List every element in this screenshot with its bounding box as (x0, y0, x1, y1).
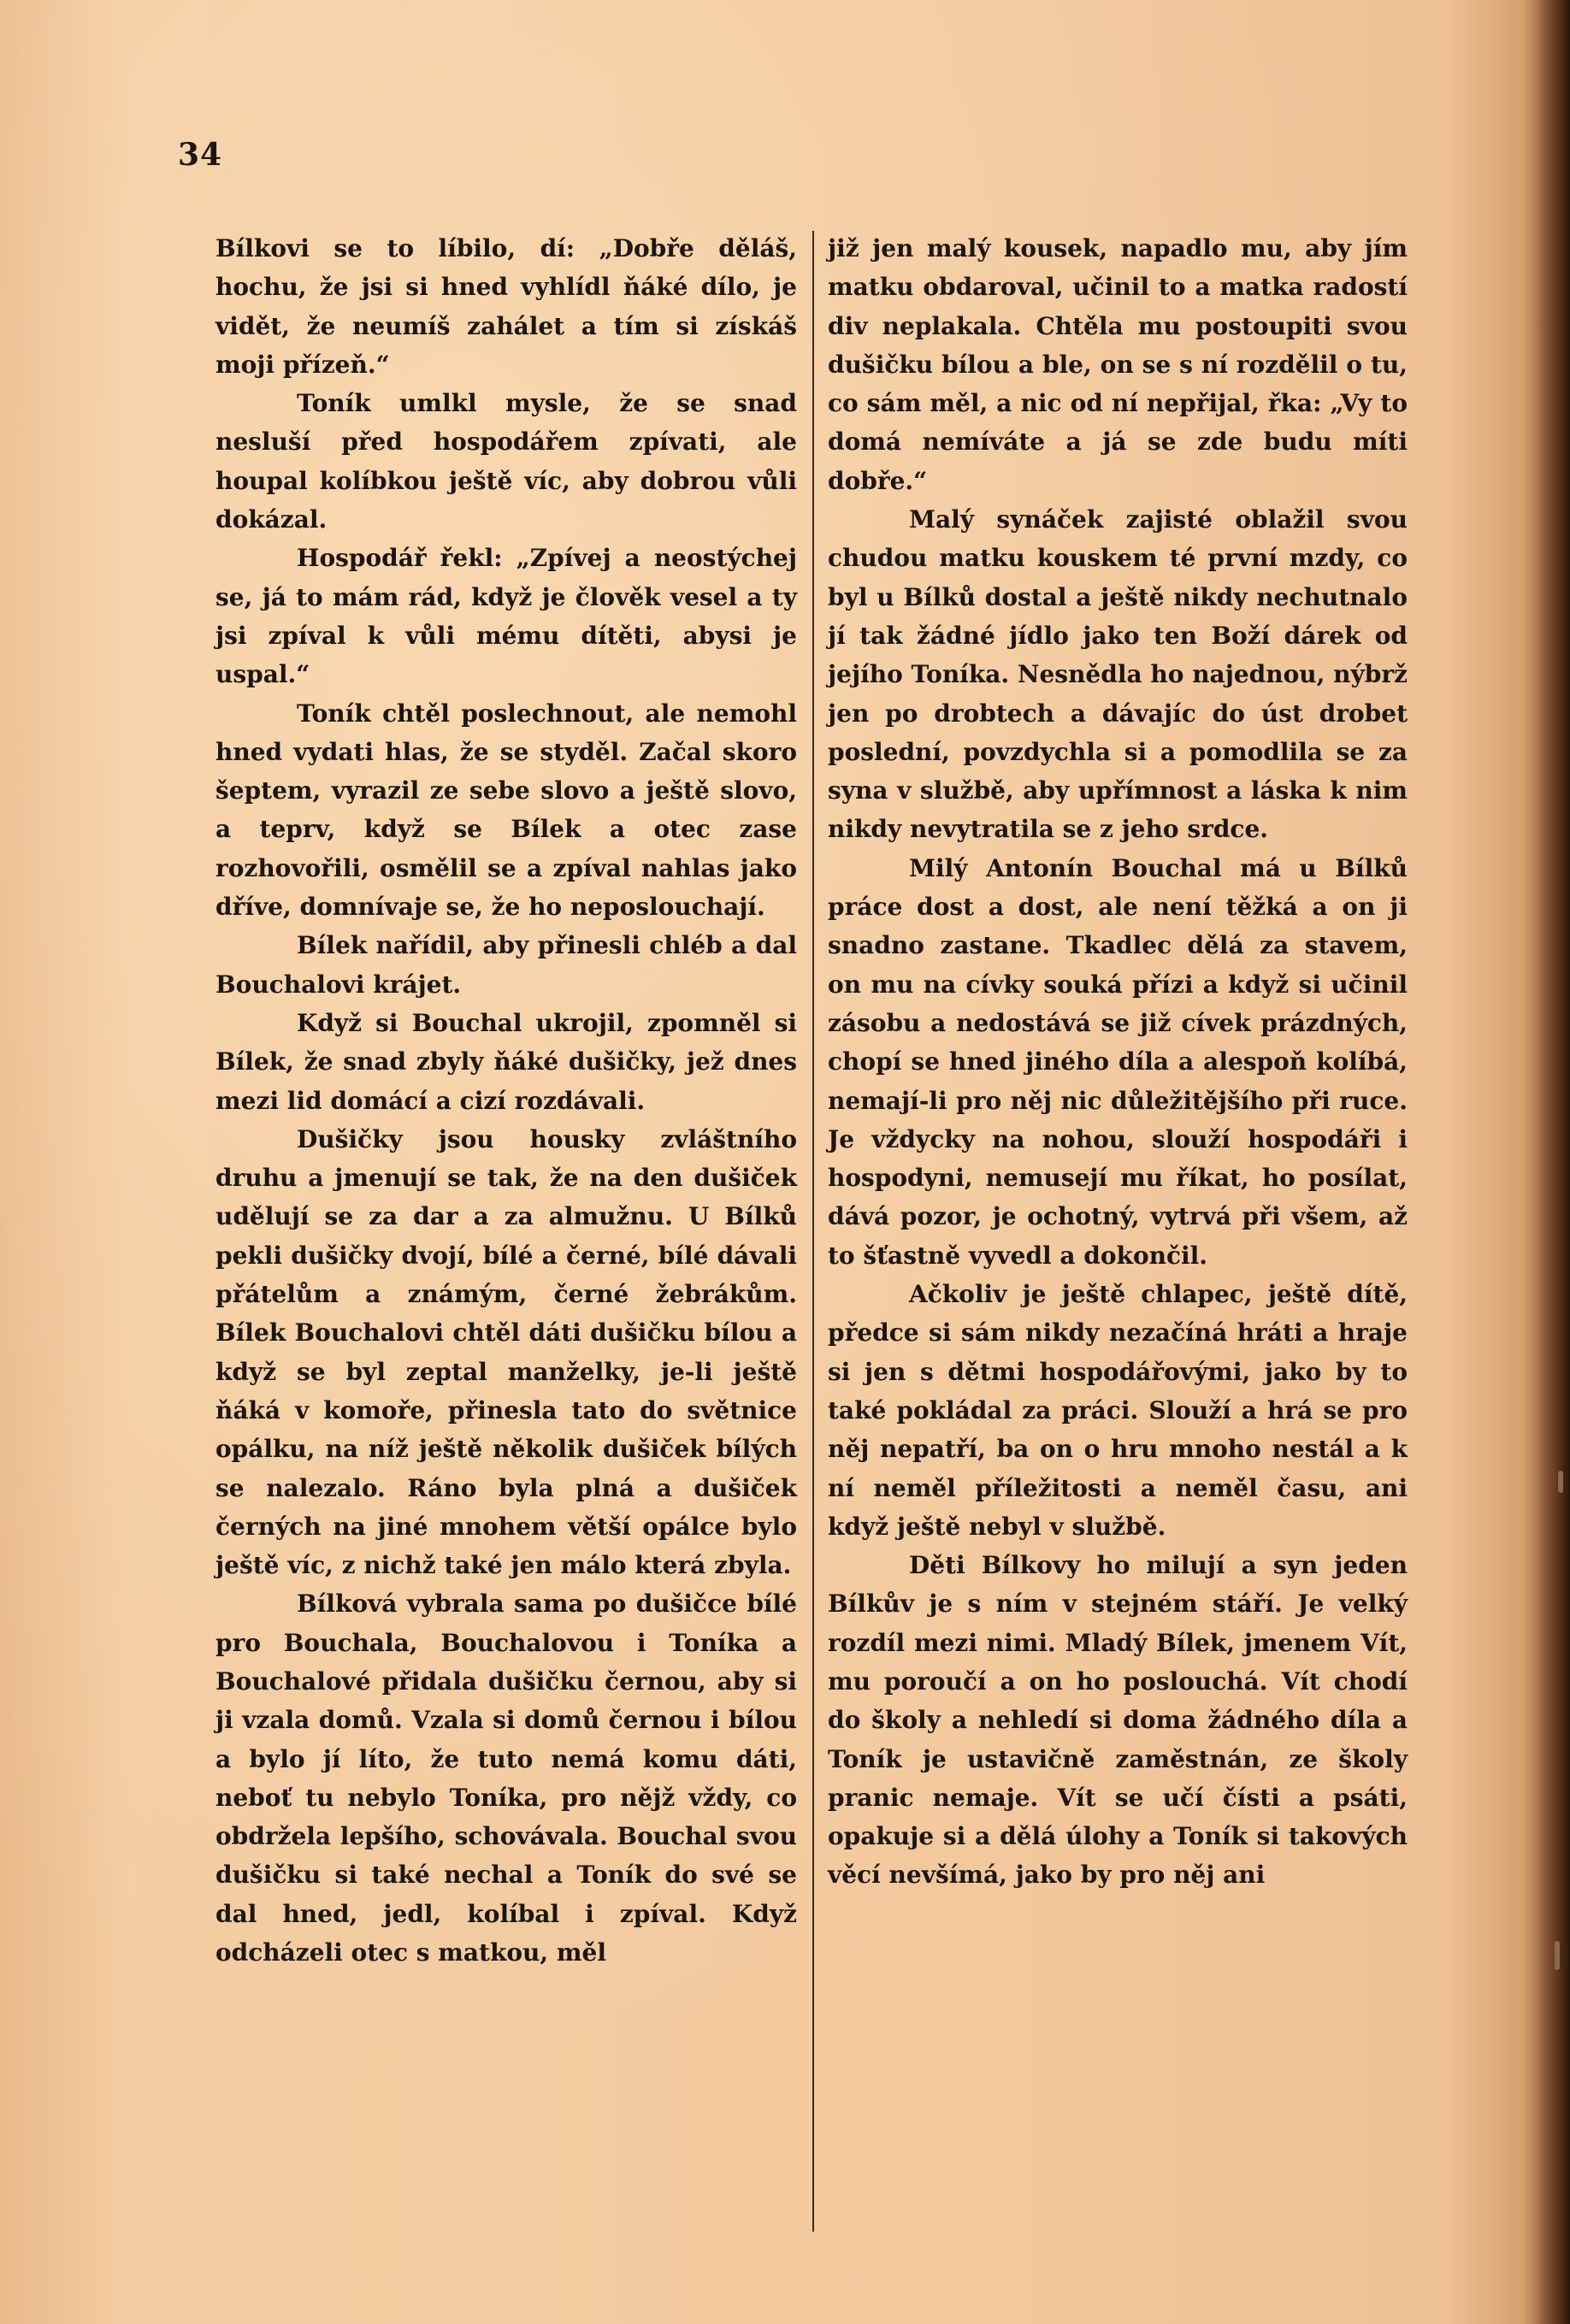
paragraph: Když si Bouchal ukrojil, zpomněl si Bílek, že snad zbyly ňáké dušičky, jež dnes mezi lid domácí a cizí rozdávali. (215, 1008, 797, 1115)
paragraph: Ačkoliv je ještě chlapec, ještě dítě, předce si sám nikdy nezačíná hráti a hraje si jen s dětmi hospodářovými, jako by to také pokládal za práci. Slouží a hrá se pro něj nepatří, ba on o hru mnoho nestál a k ní neměl příležitosti a neměl času, ani když ještě nebyl v službě. (828, 1280, 1408, 1541)
paragraph: Bílkovi se to líbilo, dí: „Dobře děláš, hochu, že jsi si hned vyhlídl ňáké dílo, je vidět, že neumíš zahálet a tím si získáš moji přízeň.“ (215, 234, 797, 379)
margin-mark (1558, 1471, 1563, 1493)
paragraph: Dušičky jsou housky zvláštního druhu a jmenují se tak, že na den dušiček udělují se za dar a za almužnu. U Bílků pekli dušičky dvojí, bílé a černé, bílé dávali přátelům a známým, černé žebrákům. Bílek Bouchalovi chtěl dáti dušičku bílou a když se byl zeptal manželky, je-li ještě ňáká v komoře, přinesla tato do světnice opálku, na níž ještě několik dušiček bílých se nalezalo. Ráno byla plná a dušiček černých na jiné mnohem větší opálce bylo ještě víc, z nichž také jen málo která zbyla. (215, 1124, 797, 1580)
paragraph: Toník chtěl poslechnout, ale nemohl hned vydati hlas, že se styděl. Začal skoro šeptem, vyrazil ze sebe slovo a ještě slovo, a teprv, když se Bílek a otec zase rozhovořili, osmělil se a zpíval nahlas jako dříve, domnívaje se, že ho neposlouchají. (215, 699, 797, 922)
column-divider (812, 231, 814, 2232)
paragraph: již jen malý kousek, napadlo mu, aby jím matku obdaroval, učinil to a matka radostí div neplakala. Chtěla mu postoupiti svou dušičku bílou a ble, on se s ní rozdělil o tu, co sám měl, a nic od ní nepřijal, řka: „Vy to domá nemíváte a já se zde budu míti dobře.“ (828, 234, 1408, 495)
book-spine-shadow (1538, 0, 1570, 2324)
paragraph: Hospodář řekl: „Zpívej a neostýchej se, já to mám rád, když je člověk vesel a ty jsi zpíval k vůli mému dítěti, abysi je uspal.“ (215, 544, 797, 689)
margin-mark (1555, 1941, 1560, 1970)
paragraph: Bílková vybrala sama po dušičce bílé pro Bouchala, Bouchalovou i Toníka a Bouchalové přidala dušičku černou, aby si ji vzala domů. Vzala si domů černou i bílou a bylo jí líto, že tuto nemá komu dáti, neboť tu nebylo Toníka, pro nějž vždy, co obdržela lepšího, schovávala. Bouchal svou dušičku si také nechal a Toník do své se dal hned, jedl, kolíbal i zpíval. Když odcházeli otec s matkou, měl (215, 1590, 797, 1967)
left-text-column (215, 229, 797, 1972)
page-number: 34 (178, 137, 223, 173)
paragraph: Děti Bílkovy ho milují a syn jeden Bílkův je s ním v stejném stáří. Je velký rozdíl mezi nimi. Mladý Bílek, jmenem Vít, mu poroučí a on ho poslouchá. Vít chodí do školy a nehledí si doma žádného díla a Toník je ustavičně zaměstnán, ze školy pranic nemaje. Vít se učí čísti a psáti, opakuje si a dělá úlohy a Toník si takových věcí nevšímá, jako by pro něj ani (828, 1551, 1408, 1890)
right-text-column (828, 229, 1408, 1895)
paragraph: Bílek nařídil, aby přinesli chléb a dal Bouchalovi krájet. (215, 931, 797, 999)
paragraph: Milý Antonín Bouchal má u Bílků práce dost a dost, ale není těžká a on ji snadno zastane. Tkadlec dělá za stavem, on mu na cívky souká přízi a když si učinil zásobu a nedostává se již cívek prázdných, chopí se hned jiného díla a alespoň kolíbá, nemají-li pro něj nic důležitějšího při ruce. Je vždycky na nohou, slouží hospodáři i hospodyni, nemusejí mu říkat, ho posílat, dává pozor, je ochotný, vytrvá při všem, až to šťastně vyvedl a dokončil. (828, 853, 1408, 1270)
paragraph: Malý synáček zajisté oblažil svou chudou matku kouskem té první mzdy, co byl u Bílků dostal a ještě nikdy nechutnalo jí tak žádné jídlo jako ten Boží dárek od jejího Toníka. Nesnědla ho najednou, nýbrž jen po drobtech a dávajíc do úst drobet poslední, povzdychla si a pomodlila se za syna v službě, aby upřímnost a láska k nim nikdy nevytratila se z jeho srdce. (828, 505, 1408, 844)
paragraph: Toník umlkl mysle, že se snad nesluší před hospodářem zpívati, ale houpal kolíbkou ještě víc, aby dobrou vůli dokázal. (215, 389, 797, 534)
